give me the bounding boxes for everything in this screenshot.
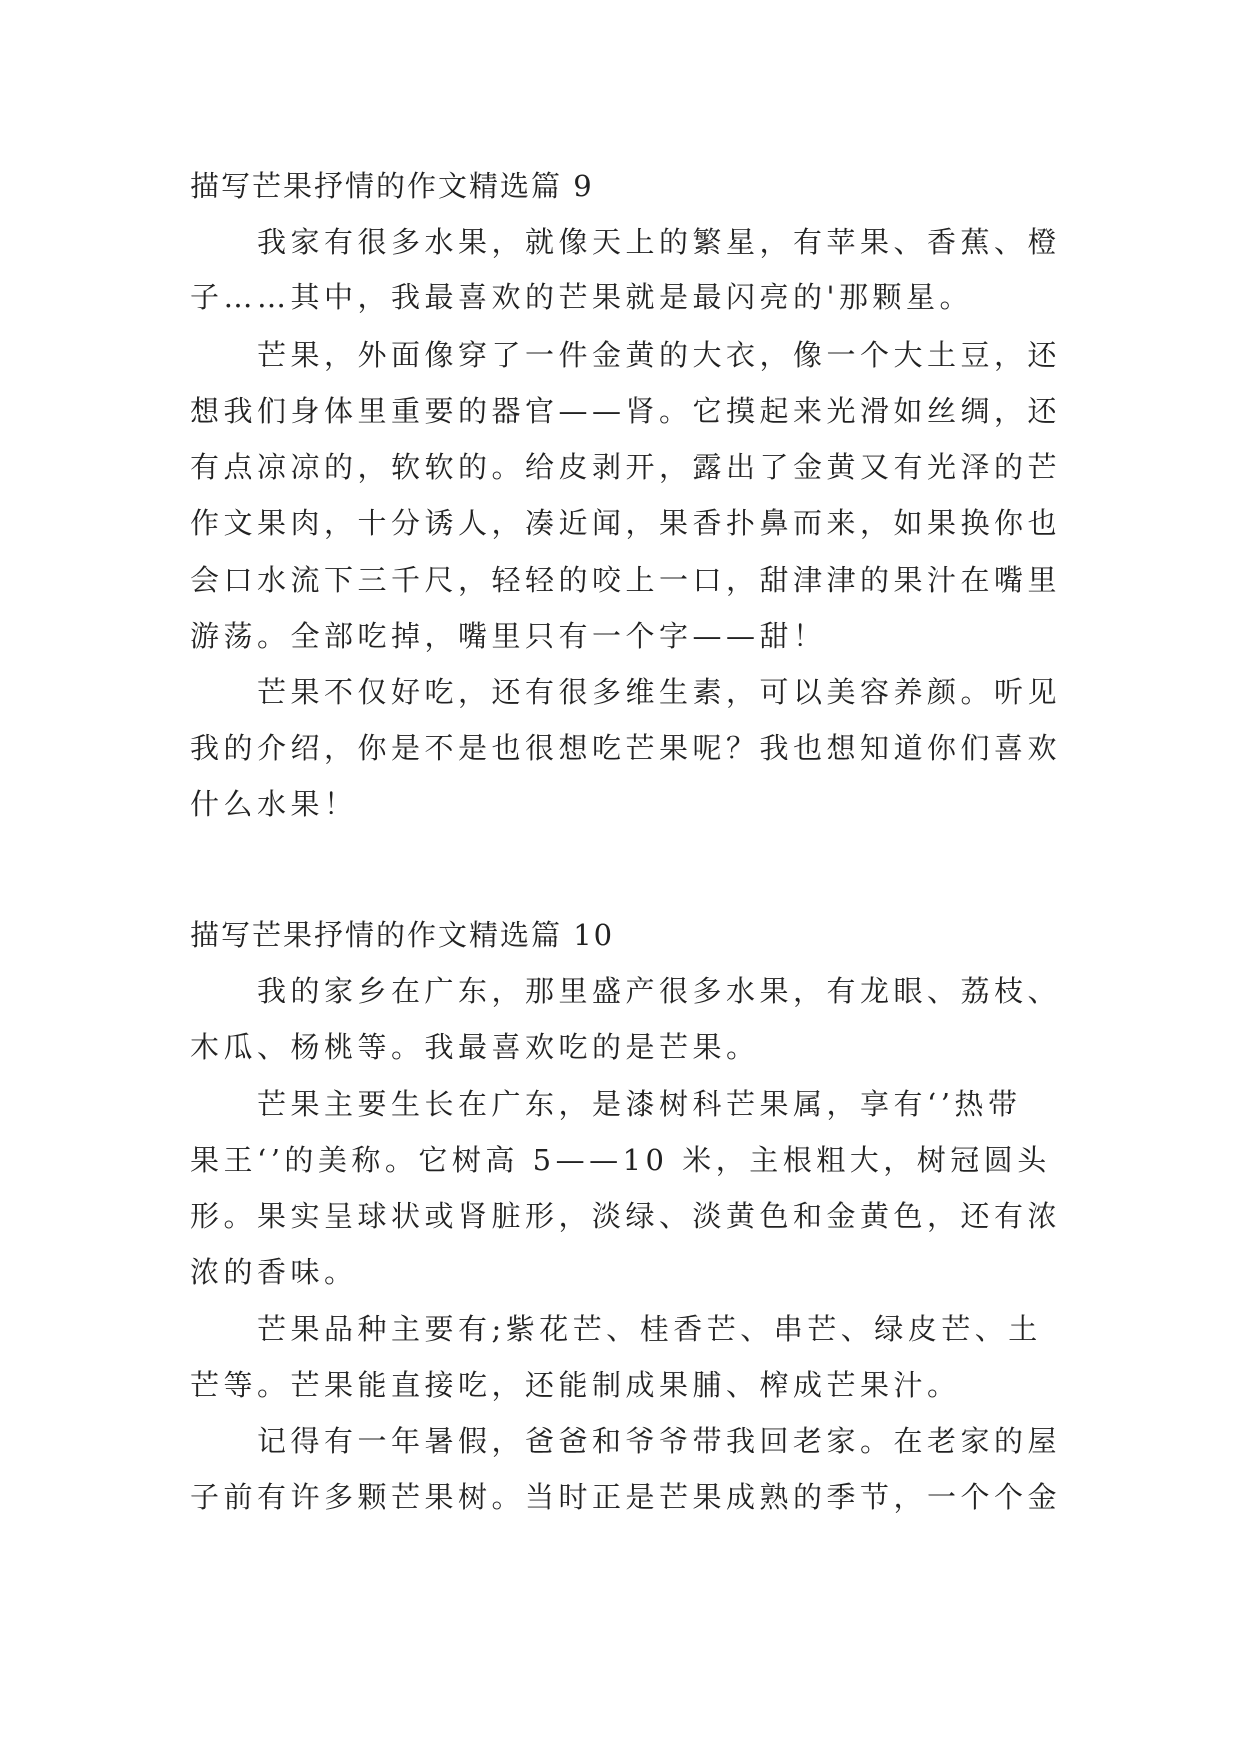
text-line: 芒果品种主要有;紫花芒、桂香芒、串芒、绿皮芒、土 xyxy=(257,1312,1042,1346)
text-line: 什么水果！ xyxy=(190,787,358,821)
text-line: 会口水流下三千尺，轻轻的咬上一口，甜津津的果汁在嘴里 xyxy=(190,563,1062,597)
text-line: 我的家乡在广东，那里盛产很多水果，有龙眼、荔枝、 xyxy=(257,974,1062,1008)
text-line: 子……其中，我最喜欢的芒果就是最闪亮的'那颗星。 xyxy=(190,280,973,314)
text-line: 芒果不仅好吃，还有很多维生素，可以美容养颜。听见 xyxy=(257,675,1062,709)
text-line: 芒果主要生长在广东，是漆树科芒果属，享有‘’热带 xyxy=(257,1087,1022,1121)
text-line: 芒等。芒果能直接吃，还能制成果脯、榨成芒果汁。 xyxy=(190,1368,961,1402)
text-line: 有点凉凉的，软软的。给皮剥开，露出了金黄又有光泽的芒 xyxy=(190,450,1062,484)
text-line: 果王‘’的美称。它树高 5——10 米，主根粗大，树冠圆头 xyxy=(190,1143,1051,1177)
text-line: 作文果肉，十分诱人，凑近闻，果香扑鼻而来，如果换你也 xyxy=(190,506,1062,540)
section-10-title: 描写芒果抒情的作文精选篇 10 xyxy=(190,918,615,952)
section-9-title: 描写芒果抒情的作文精选篇 9 xyxy=(190,169,594,203)
text-line: 浓的香味。 xyxy=(190,1255,358,1289)
text-line: 木瓜、杨桃等。我最喜欢吃的是芒果。 xyxy=(190,1030,760,1064)
text-line: 记得有一年暑假，爸爸和爷爷带我回老家。在老家的屋 xyxy=(257,1424,1062,1458)
text-line: 想我们身体里重要的器官——肾。它摸起来光滑如丝绸，还 xyxy=(190,394,1062,428)
text-line: 游荡。全部吃掉，嘴里只有一个字——甜！ xyxy=(190,619,827,653)
text-line: 我家有很多水果，就像天上的繁星，有苹果、香蕉、橙 xyxy=(257,225,1062,259)
text-line: 形。果实呈球状或肾脏形，淡绿、淡黄色和金黄色，还有浓 xyxy=(190,1199,1062,1233)
text-line: 芒果，外面像穿了一件金黄的大衣，像一个大土豆，还 xyxy=(257,338,1062,372)
text-line: 子前有许多颗芒果树。当时正是芒果成熟的季节，一个个金 xyxy=(190,1480,1062,1514)
text-line: 我的介绍，你是不是也很想吃芒果呢？我也想知道你们喜欢 xyxy=(190,731,1062,765)
